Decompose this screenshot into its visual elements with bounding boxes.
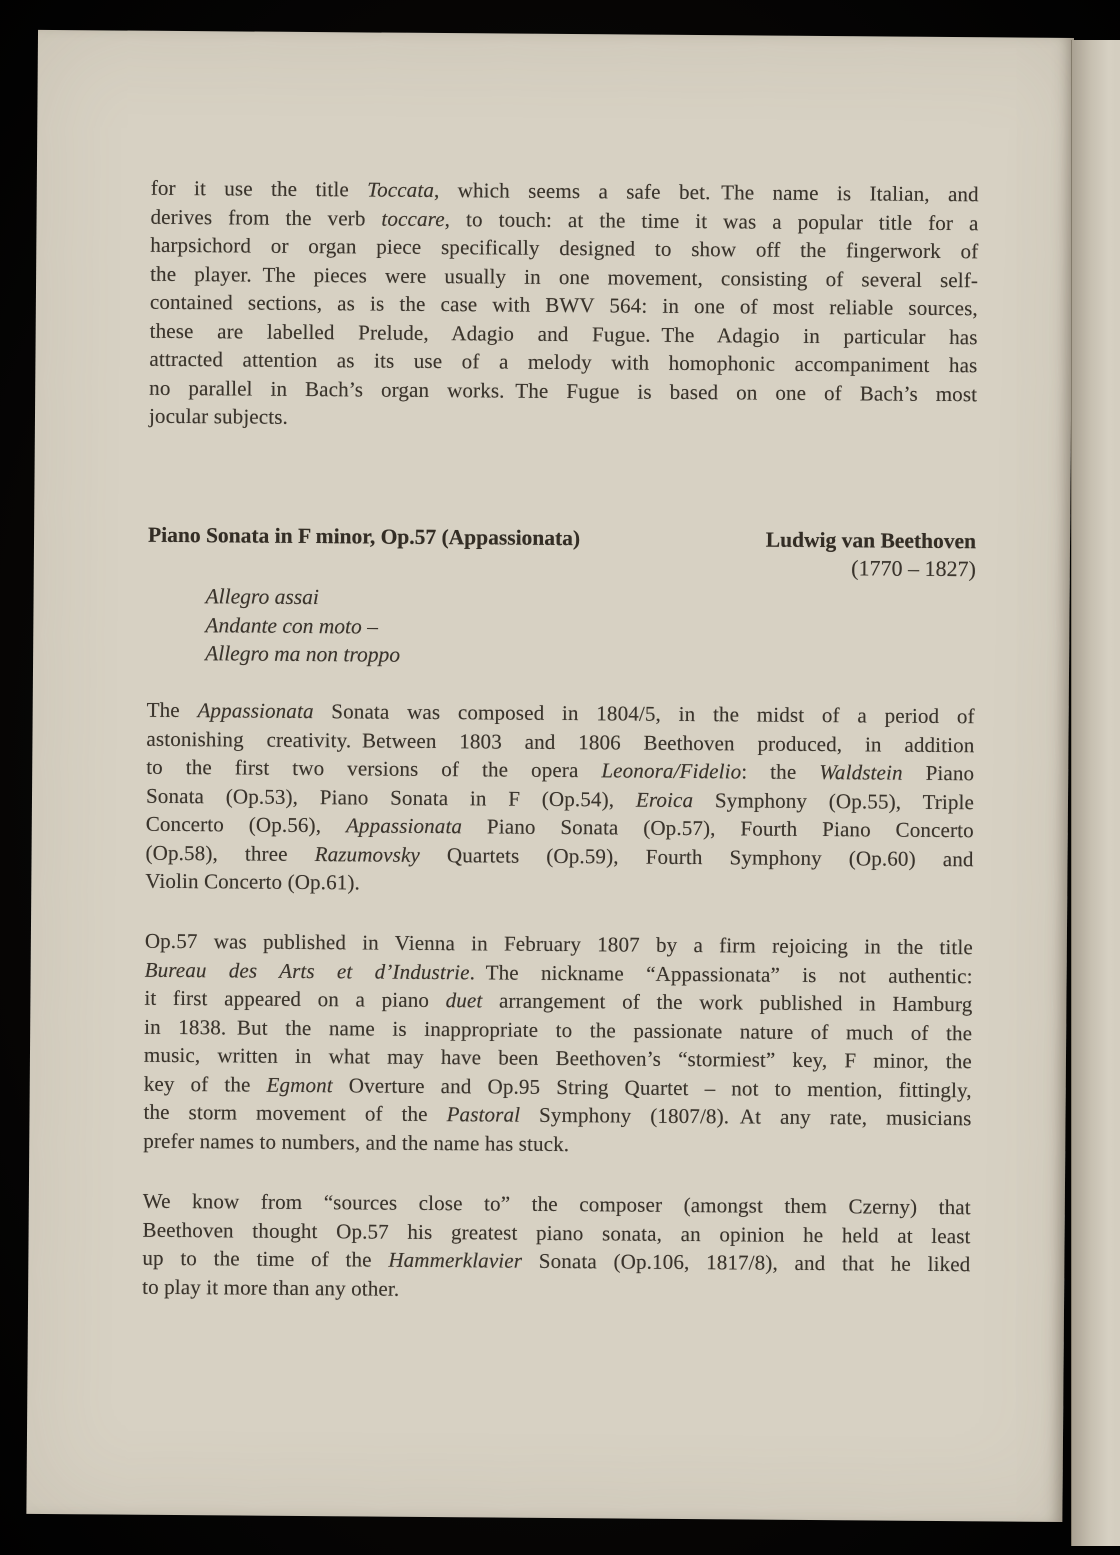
text-line: Sonata (Op.53), Piano Sonata in F (Op.54), Eroica Symphony (Op.55), Triple (145, 783, 975, 814)
text-line: astonishing creativity. Between 1803 and 1806 Beethoven produced, in addition (146, 726, 975, 757)
text-line: Beethoven thought Op.57 his greatest piano sonata, an opinion he held at least (142, 1217, 971, 1248)
text-line: up to the time of the Hammerklavier Sonata (Op.106, 1817/8), and that he liked (142, 1245, 971, 1277)
text-line: We know from “sources close to” the composer (amongst them Czerny) that (142, 1188, 971, 1220)
text-line: it first appeared on a piano duet arrangement of the work published in Hamburg (144, 985, 973, 1017)
text-line: these are labelled Prelude, Adagio and Fugue. The Adagio in particular has (149, 318, 978, 349)
text-line: prefer names to numbers, and the name has stuck. (143, 1128, 570, 1156)
movement-3: Allegro ma non troppo (205, 641, 401, 667)
text-line: no parallel in Bach’s organ works. The Fugue is based on one of Bach’s most (149, 375, 978, 406)
composer-dates: (1770 – 1827) (851, 555, 976, 582)
text-line: key of the Egmont Overture and Op.95 String Quartet – not to mention, fittingly, (143, 1071, 972, 1102)
text-line: the storm movement of the Pastoral Symphony (1807/8). At any rate, musicians (143, 1099, 972, 1131)
text-line: music, written in what may have been Beethoven’s “stormiest” key, F minor, the (143, 1042, 973, 1074)
text-line: for it use the title Toccata, which seems a safe bet. The name is Italian, and (150, 175, 979, 207)
facing-page-edge (1071, 40, 1120, 1546)
programme-page (26, 30, 1074, 1522)
text-line: The Appassionata Sonata was composed in 1804/5, in the midst of a period of (146, 697, 975, 729)
text-line: (Op.58), three Razumovsky Quartets (Op.59), Fourth Symphony (Op.60) and (145, 840, 974, 871)
paragraph-bach-toccata (149, 174, 979, 437)
text-line: the player. The pieces were usually in one movement, consisting of several self- (150, 261, 979, 292)
paragraph-op57-published (143, 927, 973, 1161)
work-title: Piano Sonata in F minor, Op.57 (Appassionata) (147, 522, 581, 551)
text-line: derives from the verb toccare, to touch: at the time it was a popular title for a (150, 204, 979, 235)
text-line: in 1838. But the name is inappropriate to the passionate nature of much of the (144, 1014, 973, 1045)
movement-2: Andante con moto – (205, 612, 379, 639)
composer-name: Ludwig van Beethoven (765, 527, 977, 554)
movement-1: Allegro assai (205, 584, 319, 610)
text-line: Op.57 was published in Vienna in February 1807 by a firm rejoicing in the title (144, 928, 973, 960)
text-line: to the first two versions of the opera Leonora/Fidelio: the Waldstein Piano (146, 754, 975, 786)
text-line: to play it more than any other. (142, 1274, 400, 1301)
text-line: Concerto (Op.56), Appassionata Piano Sonata (Op.57), Fourth Piano Concerto (145, 811, 974, 843)
text-line: harpsichord or organ piece specifically designed to show off the fingerwork of (150, 232, 979, 264)
text-line: contained sections, as is the case with BWV 564: in one of most reliable sources, (149, 289, 978, 321)
text-line: attracted attention as its use of a melody with homophonic accompaniment has (149, 346, 978, 378)
text-line: Violin Concerto (Op.61). (145, 868, 361, 895)
paragraph-appassionata-composed (145, 696, 975, 902)
movement-list (205, 582, 806, 672)
text-line: Bureau des Arts et d’Industrie. The nickname “Appassionata” is not authentic: (144, 957, 973, 988)
text-line: jocular subjects. (148, 403, 289, 429)
paragraph-sources-czerny (142, 1187, 971, 1307)
